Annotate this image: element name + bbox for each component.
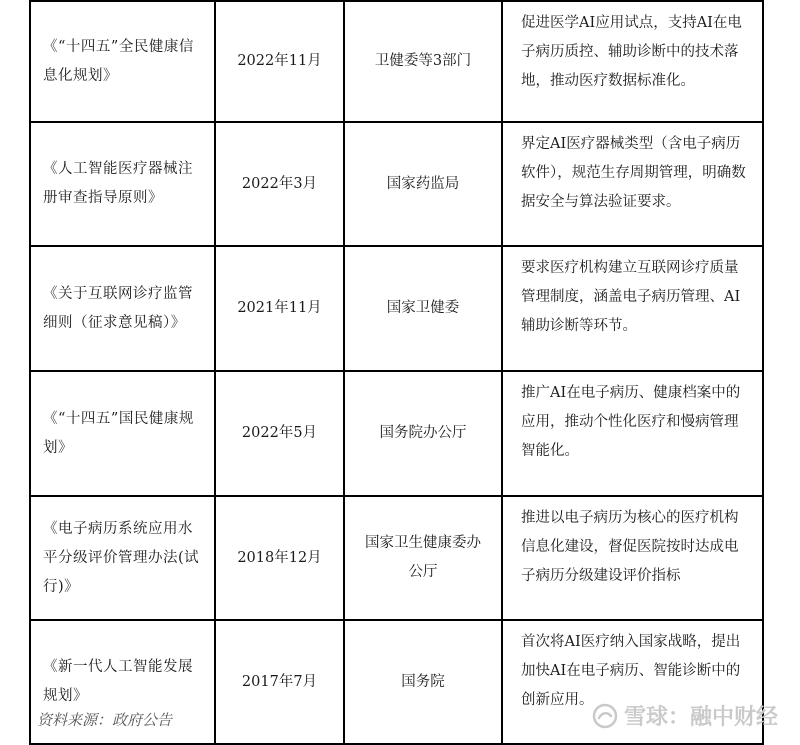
description-cell: 推广AI在电子病历、健康档案中的应用，推动个性化医疗和慢病管理智能化。 xyxy=(502,371,763,496)
document-name-cell: 《电子病历系统应用水平分级评价管理办法(试行)》 xyxy=(30,496,215,620)
department-cell: 国家药监局 xyxy=(344,122,502,246)
date-cell: 2018年12月 xyxy=(215,496,344,620)
department-cell: 卫健委等3部门 xyxy=(344,1,502,122)
snowball-logo-icon xyxy=(592,703,618,729)
table-row xyxy=(30,496,763,620)
policy-table-container xyxy=(29,0,764,708)
date-cell: 2022年3月 xyxy=(215,122,344,246)
department-cell: 国家卫生健康委办公厅 xyxy=(344,496,502,620)
department-cell: 国务院 xyxy=(344,620,502,744)
description-cell: 要求医疗机构建立互联网诊疗质量管理制度，涵盖电子病历管理、AI辅助诊断等环节。 xyxy=(502,246,763,371)
table-row xyxy=(30,122,763,246)
date-cell: 2017年7月 xyxy=(215,620,344,744)
description-cell: 推进以电子病历为核心的医疗机构信息化建设，督促医院按时达成电子病历分级建设评价指标 xyxy=(502,496,763,620)
description-cell: 首次将AI医疗纳入国家战略，提出加快AI在电子病历、智能诊断中的创新应用。 xyxy=(502,620,763,744)
department-cell: 国家卫健委 xyxy=(344,246,502,371)
description-cell: 促进医学AI应用试点，支持AI在电子病历质控、辅助诊断中的技术落地，推动医疗数据标准化。 xyxy=(502,1,763,122)
document-name-cell: 《“十四五”国民健康规划》 xyxy=(30,371,215,496)
department-cell: 国务院办公厅 xyxy=(344,371,502,496)
table-row xyxy=(30,1,763,122)
description-cell: 界定AI医疗器械类型（含电子病历软件），规范生存周期管理，明确数据安全与算法验证要求。 xyxy=(502,122,763,246)
document-name-cell: 《人工智能医疗器械注册审查指导原则》 xyxy=(30,122,215,246)
watermark-text: 雪球：融中财经 xyxy=(623,705,778,730)
source-note: 资料来源：政府公告 xyxy=(37,711,173,729)
policy-table xyxy=(29,0,764,745)
table-row xyxy=(30,371,763,496)
table-row xyxy=(30,246,763,371)
date-cell: 2021年11月 xyxy=(215,246,344,371)
document-name-cell: 《关于互联网诊疗监管细则（征求意见稿）》 xyxy=(30,246,215,371)
date-cell: 2022年5月 xyxy=(215,371,344,496)
watermark xyxy=(592,700,778,731)
date-cell: 2022年11月 xyxy=(215,1,344,122)
document-name-cell: 《“十四五”全民健康信息化规划》 xyxy=(30,1,215,122)
document-name-cell: 《新一代人工智能发展规划》 xyxy=(30,620,215,744)
